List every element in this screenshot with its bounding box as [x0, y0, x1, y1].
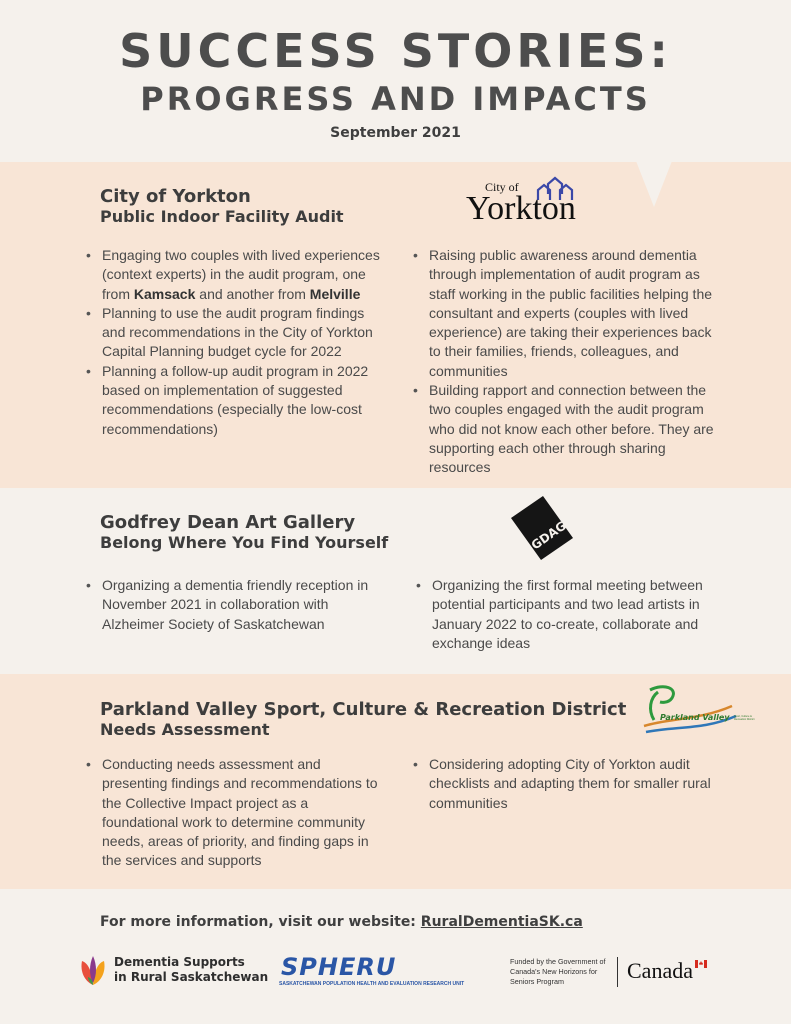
- footer-info: [100, 914, 583, 930]
- list-item: • Planning a follow-up audit program in 2022 based on implementation of suggested recommendations (especially the low-cost recommendations): [86, 362, 386, 439]
- list-item: • Raising public awareness around dementia through implementation of audit program as staff working in the public facilities helping the consultant and experts (couples with lived experience) are taking their experiences back to their families, friends, colleagues, and communities: [413, 246, 718, 381]
- parkland-left-list: [86, 755, 386, 871]
- funded-text: Funded by the Government of Canada's New Horizons for Seniors Program: [510, 957, 606, 986]
- list-item: • Organizing a dementia friendly reception in November 2021 in collaboration with Alzheimer Society of Saskatchewan: [86, 576, 386, 634]
- section-title-parkland: Parkland Valley Sport, Culture & Recreation District: [100, 699, 627, 720]
- list-item: • Considering adopting City of Yorkton audit checklists and adapting them for smaller rural communities: [413, 755, 718, 813]
- page-title: SUCCESS STORIES:: [119, 24, 672, 78]
- canada-word: Canada: [627, 958, 693, 983]
- list-item: • Planning to use the audit program findings and recommendations in the City of Yorkton Capital Planning budget cycle for 2022: [86, 304, 386, 362]
- dsrs-logo: [78, 953, 269, 989]
- page-subtitle: PROGRESS AND IMPACTS: [140, 80, 651, 118]
- dsrs-line2: in Rural Saskatchewan: [114, 970, 269, 984]
- list-item: • Engaging two couples with lived experiences (context experts) in the audit program, one from Kamsack and another from Melville: [86, 246, 386, 304]
- section-subtitle-yorkton: Public Indoor Facility Audit: [100, 207, 344, 226]
- canada-wordmark: [627, 958, 693, 984]
- list-item: • Building rapport and connection between the two couples engaged with the audit program who did not know each other before. They are supporting each other through sharing resources: [413, 381, 718, 477]
- parkland-logo-small: Sport, Culture & Recreation District: [734, 715, 755, 721]
- canada-flag-icon: [695, 960, 707, 968]
- spheru-subtitle: SASKATCHEWAN POPULATION HEALTH AND EVALUATION RESEARCH UNIT: [279, 981, 465, 987]
- parkland-logo: [640, 684, 755, 744]
- section-title-gdag: Godfrey Dean Art Gallery: [100, 512, 356, 533]
- page-date: September 2021: [330, 125, 461, 141]
- gdag-logo-text: GDAG: [528, 518, 569, 553]
- footer-info-text: For more information, visit our website:: [100, 914, 421, 930]
- section-subtitle-parkland: Needs Assessment: [100, 720, 270, 739]
- website-link[interactable]: RuralDementiaSK.ca: [420, 914, 583, 930]
- section-subtitle-gdag: Belong Where You Find Yourself: [100, 533, 389, 552]
- speech-notch: [636, 161, 672, 207]
- gdag-left-list: [86, 576, 386, 634]
- flower-icon: [78, 953, 108, 987]
- yorkton-left-list: [86, 246, 386, 439]
- section-title-yorkton: City of Yorkton: [100, 186, 251, 207]
- dsrs-line1: Dementia Supports: [114, 955, 245, 969]
- spheru-logo: [279, 953, 469, 989]
- gdag-logo: [505, 496, 577, 564]
- spheru-word: SPHERU: [281, 953, 397, 981]
- yorkton-right-list: [413, 246, 718, 478]
- parkland-right-list: [413, 755, 718, 813]
- list-item: • Organizing the first formal meeting between potential participants and two lead artists in January 2022 to co-create, collaborate and exchange ideas: [416, 576, 721, 653]
- list-item: • Conducting needs assessment and presenting findings and recommendations to the Collective Impact project as a foundational work to determine community needs, areas of priority, and finding gaps in the services and supports: [86, 755, 386, 871]
- yorkton-logo-big: Yorkton: [466, 190, 576, 227]
- yorkton-logo: [462, 174, 592, 234]
- footer-divider: [617, 957, 618, 987]
- yorkton-logo-small: City of: [485, 180, 519, 194]
- gdag-right-list: [416, 576, 721, 653]
- parkland-logo-text: Parkland Valley: [660, 713, 730, 722]
